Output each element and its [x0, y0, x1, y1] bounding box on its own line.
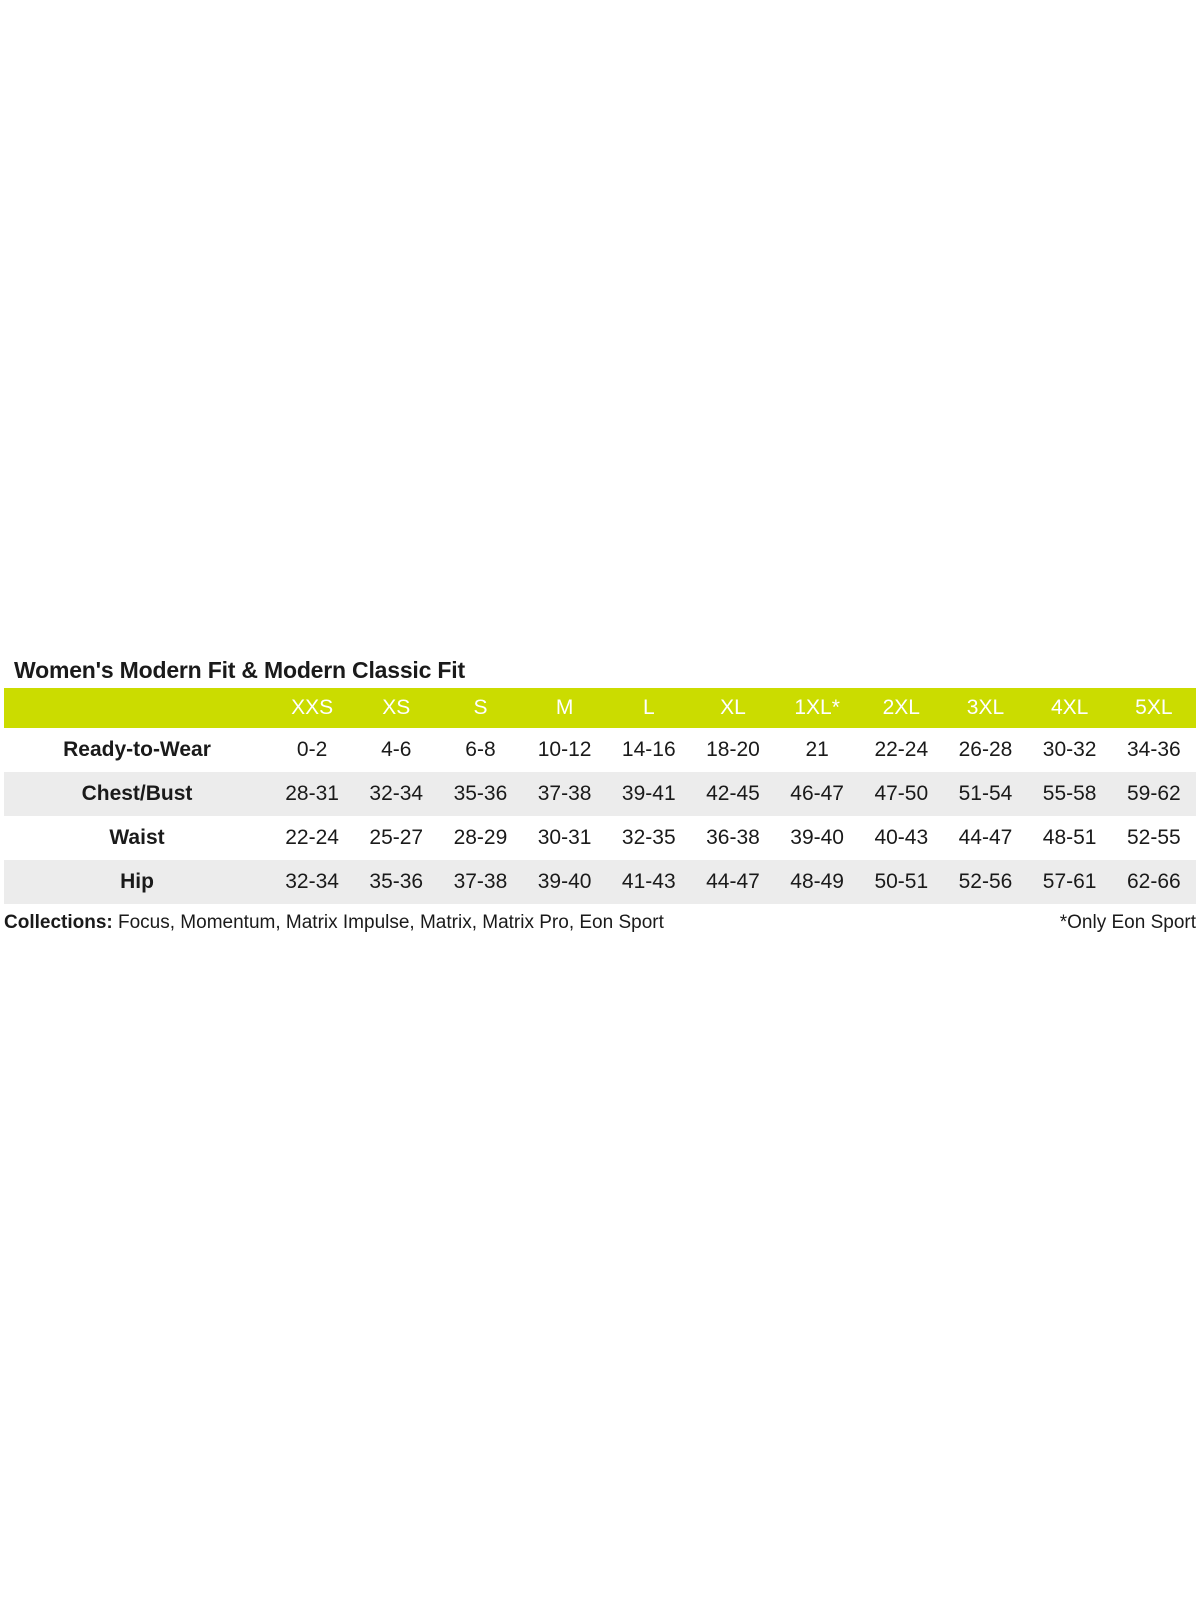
table-cell: 30-31: [537, 826, 592, 849]
table-cell: 28-29: [453, 826, 508, 849]
table-cell: 46-47: [790, 782, 844, 805]
table-cell: 47-50: [874, 782, 929, 805]
table-cell: 41-43: [621, 870, 676, 893]
table-cell: 48-49: [790, 870, 844, 893]
table-cell: 30-32: [1042, 738, 1097, 761]
size-header-xs: XS: [382, 696, 411, 719]
table-cell: 55-58: [1042, 782, 1097, 805]
chart-title: Women's Modern Fit & Modern Classic Fit: [14, 657, 465, 683]
table-cell: 62-66: [1127, 870, 1181, 893]
table-cell: 44-47: [958, 826, 1013, 849]
size-header-l: L: [642, 696, 655, 719]
table-cell: 39-40: [537, 870, 592, 893]
table-cell: 48-51: [1042, 826, 1097, 849]
size-header-xl: XL: [720, 696, 746, 719]
table-cell: 50-51: [874, 870, 929, 893]
table-cell: 35-36: [453, 782, 508, 805]
collections-note: [4, 912, 664, 934]
size-header-5xl: 5XL: [1135, 696, 1173, 719]
table-cell: 42-45: [706, 782, 760, 805]
header-corner-cell: [4, 688, 270, 728]
table-cell: 44-47: [706, 870, 760, 893]
table-row-hip: [4, 860, 1196, 904]
table-cell: 26-28: [958, 738, 1013, 761]
collections-label: Collections:: [4, 912, 113, 933]
table-cell: 39-40: [790, 826, 844, 849]
row-label: Hip: [120, 870, 154, 893]
chart-footer: [4, 904, 1196, 942]
size-header-row: [4, 688, 1196, 728]
table-cell: 52-56: [958, 870, 1013, 893]
table-cell: 40-43: [874, 826, 929, 849]
table-cell: 10-12: [537, 738, 592, 761]
table-cell: 28-31: [285, 782, 339, 805]
size-header-2xl: 2XL: [882, 696, 920, 719]
size-header-s: S: [473, 696, 488, 719]
collections-list: Focus, Momentum, Matrix Impulse, Matrix, Matrix Pro, Eon Sport: [112, 912, 664, 933]
table-cell: 21: [805, 738, 829, 761]
size-header-3xl: 3XL: [966, 696, 1005, 719]
row-label: Chest/Bust: [81, 782, 193, 805]
footnote: *Only Eon Sport: [1059, 912, 1196, 933]
table-cell: 6-8: [465, 738, 496, 761]
size-header-4xl: 4XL: [1050, 696, 1089, 719]
table-cell: 52-55: [1127, 826, 1181, 849]
table-cell: 4-6: [381, 738, 412, 761]
table-cell: 39-41: [621, 782, 676, 805]
table-cell: 32-35: [621, 826, 676, 849]
table-cell: 35-36: [369, 870, 424, 893]
table-row-chest-bust: [4, 772, 1196, 816]
table-cell: 37-38: [537, 782, 592, 805]
row-label: Waist: [109, 826, 165, 849]
table-cell: 51-54: [958, 782, 1013, 805]
size-header-1xl: 1XL*: [794, 696, 840, 719]
row-label: Ready-to-Wear: [63, 738, 211, 761]
table-cell: 34-36: [1127, 738, 1181, 761]
table-cell: 18-20: [706, 738, 760, 761]
size-chart: [4, 652, 1196, 942]
table-cell: 22-24: [874, 738, 929, 761]
size-table: [4, 688, 1196, 904]
table-cell: 59-62: [1127, 782, 1181, 805]
table-row-waist: [4, 816, 1196, 860]
table-cell: 32-34: [369, 782, 424, 805]
table-cell: 22-24: [285, 826, 339, 849]
table-cell: 0-2: [296, 738, 328, 761]
table-cell: 32-34: [285, 870, 339, 893]
size-header-m: M: [555, 696, 574, 719]
table-cell: 36-38: [706, 826, 760, 849]
size-header-xxs: XXS: [291, 696, 334, 719]
table-cell: 14-16: [621, 738, 676, 761]
table-cell: 25-27: [369, 826, 424, 849]
table-cell: 57-61: [1042, 870, 1097, 893]
table-row-ready-to-wear: [4, 728, 1196, 772]
table-cell: 37-38: [453, 870, 508, 893]
